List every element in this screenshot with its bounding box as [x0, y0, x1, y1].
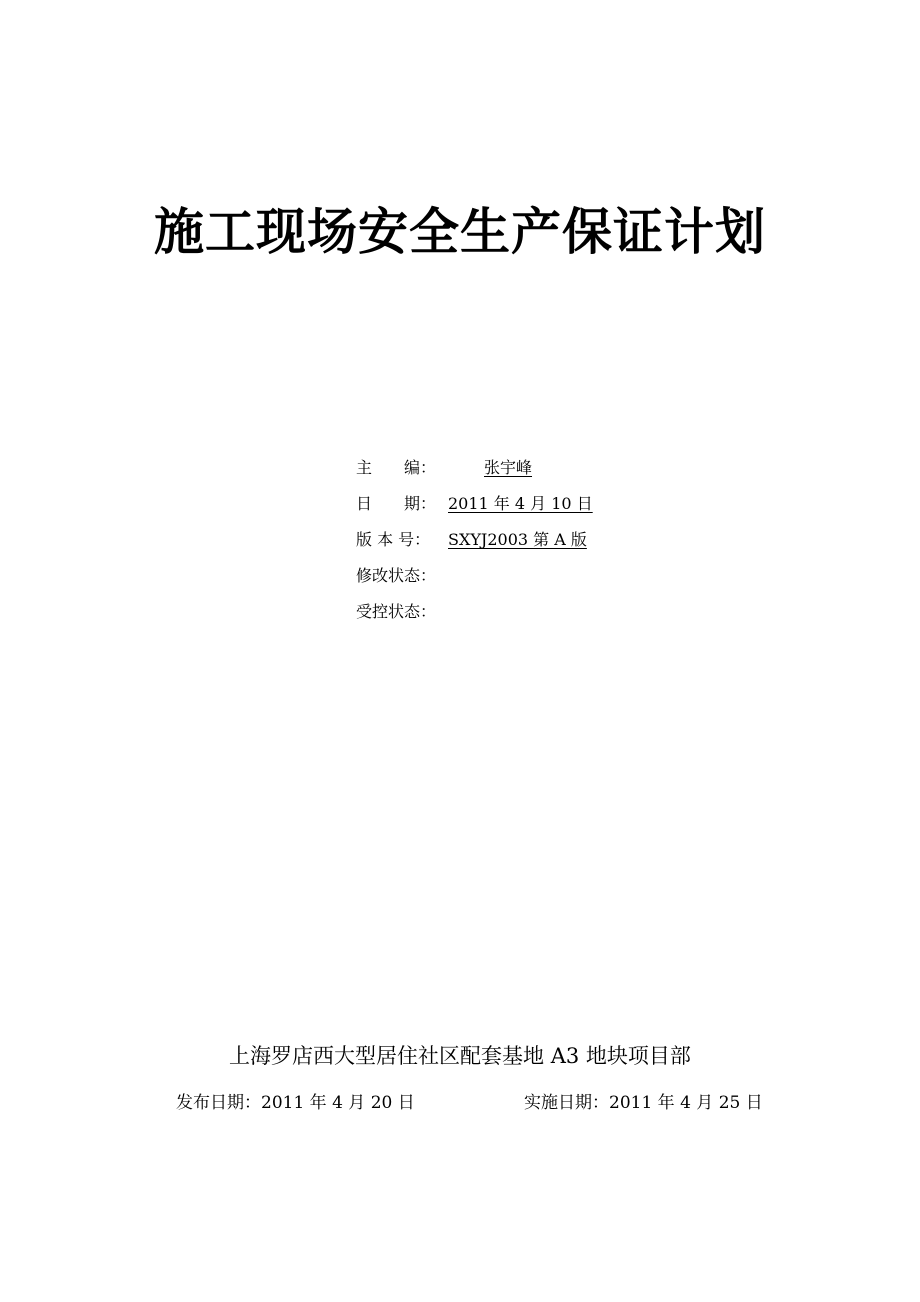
release-date: 发布日期：2011 年 4 月 20 日	[176, 1093, 415, 1113]
control-label: 受控状态：	[356, 602, 437, 621]
control-row	[356, 594, 593, 630]
editor-label: 主 编：	[356, 458, 437, 477]
editor-value: 张宇峰	[484, 458, 533, 477]
version-value: SXYJ2003 第 A 版	[448, 530, 587, 549]
date-value: 2011 年 4 月 10 日	[448, 494, 593, 513]
revision-row	[356, 558, 593, 594]
date-row	[356, 486, 593, 522]
document-title: 施工现场安全生产保证计划	[154, 203, 766, 261]
organization-name: 上海罗店西大型居住社区配套基地 A3 地块项目部	[229, 1044, 691, 1068]
editor-row	[356, 450, 593, 486]
effective-date: 实施日期：2011 年 4 月 25 日	[524, 1093, 763, 1113]
revision-label: 修改状态：	[356, 566, 437, 585]
version-row	[356, 522, 593, 558]
date-label: 日 期：	[356, 494, 437, 513]
version-label: 版 本 号：	[356, 530, 431, 549]
document-meta	[356, 450, 593, 630]
